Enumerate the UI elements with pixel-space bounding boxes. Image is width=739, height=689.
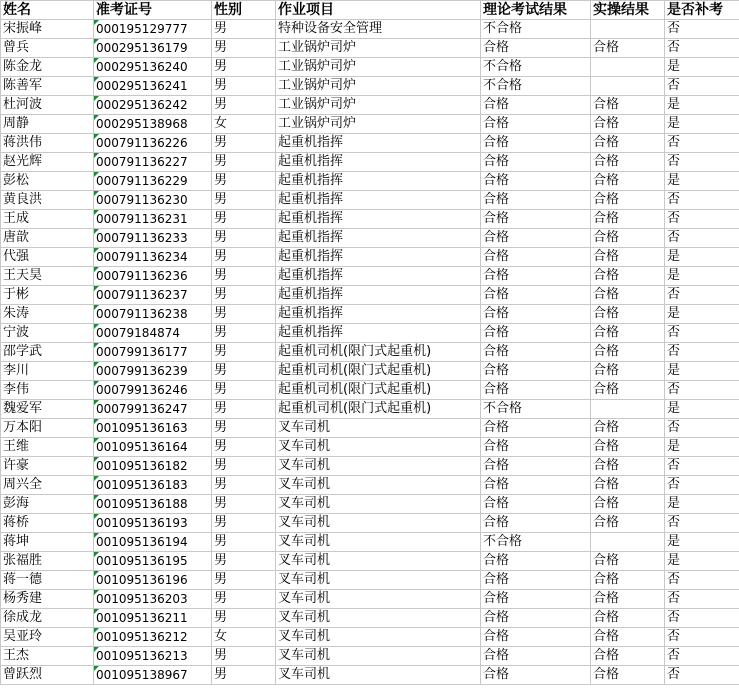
cell-practical-result[interactable] xyxy=(591,77,665,96)
cell-name[interactable]: 代强 xyxy=(1,248,94,267)
cell-name[interactable]: 陈金龙 xyxy=(1,58,94,77)
cell-gender[interactable]: 男 xyxy=(212,286,276,305)
cell-practical-result[interactable] xyxy=(591,533,665,552)
table-row xyxy=(1,457,739,476)
cell-name[interactable]: 朱涛 xyxy=(1,305,94,324)
cell-theory-result[interactable]: 不合格 xyxy=(481,400,591,419)
cell-gender[interactable]: 男 xyxy=(212,20,276,39)
cell-ticket-number[interactable]: 001095136212 xyxy=(94,628,212,647)
table-row xyxy=(1,210,739,229)
cell-work-item[interactable]: 起重机指挥 xyxy=(276,134,481,153)
cell-theory-result[interactable]: 合格 xyxy=(481,229,591,248)
cell-name[interactable]: 李伟 xyxy=(1,381,94,400)
cell-retake[interactable]: 否 xyxy=(665,229,739,248)
header-row xyxy=(1,1,739,20)
cell-name[interactable]: 陈善军 xyxy=(1,77,94,96)
cell-work-item[interactable]: 起重机指挥 xyxy=(276,172,481,191)
cell-ticket-number[interactable]: 001095136183 xyxy=(94,476,212,495)
cell-gender[interactable]: 男 xyxy=(212,438,276,457)
table-row xyxy=(1,248,739,267)
cell-ticket-number[interactable]: 000799136247 xyxy=(94,400,212,419)
cell-ticket-number[interactable]: 000791136229 xyxy=(94,172,212,191)
cell-work-item[interactable]: 叉车司机 xyxy=(276,495,481,514)
cell-theory-result[interactable]: 合格 xyxy=(481,552,591,571)
cell-gender[interactable]: 男 xyxy=(212,609,276,628)
cell-name[interactable]: 宁波 xyxy=(1,324,94,343)
cell-work-item[interactable]: 叉车司机 xyxy=(276,533,481,552)
cell-gender[interactable]: 男 xyxy=(212,172,276,191)
table-row xyxy=(1,381,739,400)
cell-ticket-number[interactable]: 000791136238 xyxy=(94,305,212,324)
cell-work-item[interactable]: 叉车司机 xyxy=(276,438,481,457)
cell-gender[interactable]: 男 xyxy=(212,400,276,419)
table-row xyxy=(1,400,739,419)
cell-retake[interactable]: 否 xyxy=(665,571,739,590)
cell-retake[interactable]: 否 xyxy=(665,134,739,153)
cell-theory-result[interactable]: 不合格 xyxy=(481,58,591,77)
cell-work-item[interactable]: 起重机指挥 xyxy=(276,324,481,343)
table-row xyxy=(1,58,739,77)
cell-practical-result[interactable]: 合格 xyxy=(591,210,665,229)
cell-theory-result[interactable]: 合格 xyxy=(481,39,591,58)
cell-retake[interactable]: 否 xyxy=(665,210,739,229)
cell-practical-result[interactable]: 合格 xyxy=(591,305,665,324)
cell-ticket-number[interactable]: 000791136230 xyxy=(94,191,212,210)
cell-work-item[interactable]: 叉车司机 xyxy=(276,419,481,438)
table-row xyxy=(1,552,739,571)
table-row xyxy=(1,96,739,115)
cell-theory-result[interactable]: 合格 xyxy=(481,191,591,210)
table-row xyxy=(1,191,739,210)
cell-retake[interactable]: 否 xyxy=(665,324,739,343)
cell-name[interactable]: 邵学武 xyxy=(1,343,94,362)
cell-retake[interactable]: 否 xyxy=(665,286,739,305)
table-row xyxy=(1,77,739,96)
cell-work-item[interactable]: 起重机司机(限门式起重机) xyxy=(276,343,481,362)
cell-name[interactable]: 杨秀建 xyxy=(1,590,94,609)
table-row xyxy=(1,305,739,324)
cell-gender[interactable]: 男 xyxy=(212,476,276,495)
cell-gender[interactable]: 男 xyxy=(212,381,276,400)
cell-work-item[interactable]: 工业锅炉司炉 xyxy=(276,115,481,134)
cell-theory-result[interactable]: 合格 xyxy=(481,343,591,362)
cell-name[interactable]: 王天昊 xyxy=(1,267,94,286)
cell-gender[interactable]: 男 xyxy=(212,267,276,286)
table-row xyxy=(1,267,739,286)
cell-practical-result[interactable]: 合格 xyxy=(591,172,665,191)
table-row xyxy=(1,590,739,609)
cell-work-item[interactable]: 起重机指挥 xyxy=(276,286,481,305)
cell-practical-result[interactable]: 合格 xyxy=(591,267,665,286)
cell-theory-result[interactable]: 合格 xyxy=(481,153,591,172)
cell-theory-result[interactable]: 合格 xyxy=(481,457,591,476)
cell-name[interactable]: 王成 xyxy=(1,210,94,229)
table-row xyxy=(1,20,739,39)
cell-theory-result[interactable]: 合格 xyxy=(481,324,591,343)
cell-work-item[interactable]: 叉车司机 xyxy=(276,476,481,495)
cell-practical-result[interactable]: 合格 xyxy=(591,96,665,115)
cell-ticket-number[interactable]: 000791136231 xyxy=(94,210,212,229)
cell-name[interactable]: 许豪 xyxy=(1,457,94,476)
cell-theory-result[interactable]: 合格 xyxy=(481,134,591,153)
table-row xyxy=(1,495,739,514)
cell-name[interactable]: 李川 xyxy=(1,362,94,381)
cell-gender[interactable]: 男 xyxy=(212,419,276,438)
cell-retake[interactable]: 是 xyxy=(665,58,739,77)
cell-practical-result[interactable]: 合格 xyxy=(591,628,665,647)
cell-practical-result[interactable]: 合格 xyxy=(591,286,665,305)
cell-gender[interactable]: 男 xyxy=(212,324,276,343)
cell-gender[interactable]: 男 xyxy=(212,343,276,362)
cell-name[interactable]: 杜河波 xyxy=(1,96,94,115)
table-body xyxy=(1,20,739,685)
cell-retake[interactable]: 否 xyxy=(665,39,739,58)
cell-work-item[interactable]: 叉车司机 xyxy=(276,514,481,533)
cell-ticket-number[interactable]: 001095136163 xyxy=(94,419,212,438)
cell-work-item[interactable]: 起重机司机(限门式起重机) xyxy=(276,362,481,381)
cell-name[interactable]: 曾兵 xyxy=(1,39,94,58)
cell-practical-result[interactable]: 合格 xyxy=(591,362,665,381)
cell-name[interactable]: 黄良洪 xyxy=(1,191,94,210)
cell-practical-result[interactable]: 合格 xyxy=(591,514,665,533)
cell-practical-result[interactable]: 合格 xyxy=(591,134,665,153)
cell-name[interactable]: 万本阳 xyxy=(1,419,94,438)
table-row xyxy=(1,286,739,305)
cell-practical-result[interactable]: 合格 xyxy=(591,343,665,362)
cell-ticket-number[interactable]: 000295136241 xyxy=(94,77,212,96)
cell-practical-result[interactable] xyxy=(591,20,665,39)
cell-theory-result[interactable]: 合格 xyxy=(481,647,591,666)
cell-retake[interactable]: 是 xyxy=(665,495,739,514)
table-row xyxy=(1,514,739,533)
cell-ticket-number[interactable]: 000295136240 xyxy=(94,58,212,77)
cell-practical-result[interactable] xyxy=(591,58,665,77)
cell-theory-result[interactable]: 合格 xyxy=(481,96,591,115)
table-row xyxy=(1,343,739,362)
cell-retake[interactable]: 是 xyxy=(665,267,739,286)
cell-gender[interactable]: 男 xyxy=(212,514,276,533)
cell-practical-result[interactable]: 合格 xyxy=(591,571,665,590)
cell-ticket-number[interactable]: 001095136194 xyxy=(94,533,212,552)
header-name[interactable]: 姓名 xyxy=(1,1,94,20)
header-gender[interactable]: 性别 xyxy=(212,1,276,20)
cell-name[interactable]: 蒋坤 xyxy=(1,533,94,552)
cell-gender[interactable]: 女 xyxy=(212,628,276,647)
cell-ticket-number[interactable]: 001095136195 xyxy=(94,552,212,571)
cell-retake[interactable]: 否 xyxy=(665,609,739,628)
cell-retake[interactable]: 是 xyxy=(665,362,739,381)
cell-theory-result[interactable]: 合格 xyxy=(481,248,591,267)
cell-gender[interactable]: 男 xyxy=(212,96,276,115)
cell-retake[interactable]: 是 xyxy=(665,248,739,267)
cell-practical-result[interactable]: 合格 xyxy=(591,419,665,438)
cell-ticket-number[interactable]: 001095136196 xyxy=(94,571,212,590)
cell-ticket-number[interactable]: 001095136164 xyxy=(94,438,212,457)
cell-theory-result[interactable]: 合格 xyxy=(481,267,591,286)
cell-work-item[interactable]: 特种设备安全管理 xyxy=(276,20,481,39)
cell-work-item[interactable]: 起重机司机(限门式起重机) xyxy=(276,381,481,400)
cell-ticket-number[interactable]: 000791136226 xyxy=(94,134,212,153)
header-practical-result[interactable]: 实操结果 xyxy=(591,1,665,20)
cell-ticket-number[interactable]: 001095136182 xyxy=(94,457,212,476)
cell-name[interactable]: 彭海 xyxy=(1,495,94,514)
cell-retake[interactable]: 否 xyxy=(665,20,739,39)
cell-practical-result[interactable]: 合格 xyxy=(591,476,665,495)
cell-name[interactable]: 蒋桥 xyxy=(1,514,94,533)
cell-ticket-number[interactable]: 000799136246 xyxy=(94,381,212,400)
cell-practical-result[interactable]: 合格 xyxy=(591,248,665,267)
cell-theory-result[interactable]: 合格 xyxy=(481,362,591,381)
cell-work-item[interactable]: 工业锅炉司炉 xyxy=(276,58,481,77)
cell-ticket-number[interactable]: 00079184874 xyxy=(94,324,212,343)
cell-gender[interactable]: 男 xyxy=(212,58,276,77)
cell-work-item[interactable]: 工业锅炉司炉 xyxy=(276,96,481,115)
header-retake[interactable]: 是否补考 xyxy=(665,1,739,20)
cell-theory-result[interactable]: 合格 xyxy=(481,419,591,438)
table-row xyxy=(1,609,739,628)
cell-theory-result[interactable]: 合格 xyxy=(481,115,591,134)
cell-gender[interactable]: 男 xyxy=(212,229,276,248)
cell-gender[interactable]: 男 xyxy=(212,533,276,552)
cell-work-item[interactable]: 叉车司机 xyxy=(276,647,481,666)
table-row xyxy=(1,438,739,457)
cell-practical-result[interactable]: 合格 xyxy=(591,666,665,685)
cell-ticket-number[interactable]: 000799136239 xyxy=(94,362,212,381)
cell-retake[interactable]: 是 xyxy=(665,552,739,571)
cell-retake[interactable]: 否 xyxy=(665,153,739,172)
cell-ticket-number[interactable]: 001095138967 xyxy=(94,666,212,685)
cell-ticket-number[interactable]: 001095136193 xyxy=(94,514,212,533)
cell-gender[interactable]: 男 xyxy=(212,571,276,590)
cell-ticket-number[interactable]: 001095136203 xyxy=(94,590,212,609)
cell-theory-result[interactable]: 合格 xyxy=(481,628,591,647)
cell-theory-result[interactable]: 不合格 xyxy=(481,20,591,39)
cell-gender[interactable]: 男 xyxy=(212,305,276,324)
cell-gender[interactable]: 男 xyxy=(212,210,276,229)
cell-work-item[interactable]: 叉车司机 xyxy=(276,609,481,628)
cell-work-item[interactable]: 起重机指挥 xyxy=(276,267,481,286)
cell-name[interactable]: 赵光辉 xyxy=(1,153,94,172)
cell-work-item[interactable]: 叉车司机 xyxy=(276,552,481,571)
cell-ticket-number[interactable]: 000799136177 xyxy=(94,343,212,362)
cell-practical-result[interactable] xyxy=(591,400,665,419)
cell-ticket-number[interactable]: 000195129777 xyxy=(94,20,212,39)
cell-practical-result[interactable]: 合格 xyxy=(591,229,665,248)
cell-theory-result[interactable]: 合格 xyxy=(481,590,591,609)
table-row xyxy=(1,229,739,248)
table-row xyxy=(1,419,739,438)
cell-practical-result[interactable]: 合格 xyxy=(591,324,665,343)
cell-ticket-number[interactable]: 000791136237 xyxy=(94,286,212,305)
cell-name[interactable]: 徐成龙 xyxy=(1,609,94,628)
table-row xyxy=(1,324,739,343)
cell-retake[interactable]: 是 xyxy=(665,533,739,552)
cell-retake[interactable]: 是 xyxy=(665,172,739,191)
cell-work-item[interactable]: 起重机指挥 xyxy=(276,191,481,210)
cell-practical-result[interactable]: 合格 xyxy=(591,381,665,400)
cell-work-item[interactable]: 叉车司机 xyxy=(276,666,481,685)
table-row xyxy=(1,172,739,191)
cell-retake[interactable]: 否 xyxy=(665,476,739,495)
cell-ticket-number[interactable]: 000295138968 xyxy=(94,115,212,134)
cell-theory-result[interactable]: 合格 xyxy=(481,438,591,457)
cell-name[interactable]: 于彬 xyxy=(1,286,94,305)
cell-work-item[interactable]: 叉车司机 xyxy=(276,571,481,590)
table-row xyxy=(1,647,739,666)
cell-practical-result[interactable]: 合格 xyxy=(591,191,665,210)
cell-practical-result[interactable]: 合格 xyxy=(591,647,665,666)
cell-gender[interactable]: 男 xyxy=(212,134,276,153)
cell-theory-result[interactable]: 合格 xyxy=(481,495,591,514)
cell-gender[interactable]: 男 xyxy=(212,39,276,58)
cell-name[interactable]: 吴亚玲 xyxy=(1,628,94,647)
cell-retake[interactable]: 否 xyxy=(665,77,739,96)
cell-work-item[interactable]: 起重机指挥 xyxy=(276,305,481,324)
cell-ticket-number[interactable]: 000791136234 xyxy=(94,248,212,267)
cell-gender[interactable]: 男 xyxy=(212,666,276,685)
cell-ticket-number[interactable]: 000295136242 xyxy=(94,96,212,115)
cell-name[interactable]: 王维 xyxy=(1,438,94,457)
cell-gender[interactable]: 男 xyxy=(212,457,276,476)
cell-retake[interactable]: 否 xyxy=(665,457,739,476)
cell-name[interactable]: 蒋洪伟 xyxy=(1,134,94,153)
cell-gender[interactable]: 男 xyxy=(212,590,276,609)
cell-theory-result[interactable]: 不合格 xyxy=(481,77,591,96)
cell-work-item[interactable]: 叉车司机 xyxy=(276,457,481,476)
cell-gender[interactable]: 男 xyxy=(212,495,276,514)
cell-practical-result[interactable]: 合格 xyxy=(591,495,665,514)
header-theory-result[interactable]: 理论考试结果 xyxy=(481,1,591,20)
table-row xyxy=(1,153,739,172)
table-row xyxy=(1,628,739,647)
cell-ticket-number[interactable]: 000791136227 xyxy=(94,153,212,172)
cell-name[interactable]: 宋振峰 xyxy=(1,20,94,39)
table-row xyxy=(1,362,739,381)
cell-name[interactable]: 蒋一德 xyxy=(1,571,94,590)
cell-name[interactable]: 唐歆 xyxy=(1,229,94,248)
cell-name[interactable]: 王杰 xyxy=(1,647,94,666)
cell-practical-result[interactable]: 合格 xyxy=(591,609,665,628)
cell-name[interactable]: 张福胜 xyxy=(1,552,94,571)
cell-work-item[interactable]: 叉车司机 xyxy=(276,590,481,609)
cell-gender[interactable]: 女 xyxy=(212,115,276,134)
cell-work-item[interactable]: 起重机指挥 xyxy=(276,229,481,248)
cell-name[interactable]: 曾跃烈 xyxy=(1,666,94,685)
cell-retake[interactable]: 否 xyxy=(665,628,739,647)
cell-name[interactable]: 周兴全 xyxy=(1,476,94,495)
cell-gender[interactable]: 男 xyxy=(212,552,276,571)
cell-retake[interactable]: 否 xyxy=(665,381,739,400)
header-work-item[interactable]: 作业项目 xyxy=(276,1,481,20)
cell-theory-result[interactable]: 合格 xyxy=(481,381,591,400)
cell-retake[interactable]: 否 xyxy=(665,666,739,685)
cell-ticket-number[interactable]: 000791136233 xyxy=(94,229,212,248)
cell-practical-result[interactable]: 合格 xyxy=(591,552,665,571)
cell-retake[interactable]: 否 xyxy=(665,419,739,438)
cell-work-item[interactable]: 起重机指挥 xyxy=(276,248,481,267)
cell-retake[interactable]: 是 xyxy=(665,438,739,457)
table-row xyxy=(1,39,739,58)
cell-theory-result[interactable]: 合格 xyxy=(481,305,591,324)
cell-gender[interactable]: 男 xyxy=(212,153,276,172)
cell-retake[interactable]: 是 xyxy=(665,400,739,419)
cell-theory-result[interactable]: 合格 xyxy=(481,210,591,229)
cell-name[interactable]: 魏爱军 xyxy=(1,400,94,419)
cell-theory-result[interactable]: 合格 xyxy=(481,476,591,495)
cell-name[interactable]: 周静 xyxy=(1,115,94,134)
cell-gender[interactable]: 男 xyxy=(212,77,276,96)
cell-theory-result[interactable]: 合格 xyxy=(481,666,591,685)
cell-name[interactable]: 彭松 xyxy=(1,172,94,191)
cell-retake[interactable]: 是 xyxy=(665,115,739,134)
table-row xyxy=(1,533,739,552)
cell-practical-result[interactable]: 合格 xyxy=(591,39,665,58)
cell-theory-result[interactable]: 合格 xyxy=(481,514,591,533)
cell-work-item[interactable]: 工业锅炉司炉 xyxy=(276,77,481,96)
cell-gender[interactable]: 男 xyxy=(212,362,276,381)
cell-theory-result[interactable]: 合格 xyxy=(481,609,591,628)
cell-practical-result[interactable]: 合格 xyxy=(591,457,665,476)
header-ticket-number[interactable]: 准考证号 xyxy=(94,1,212,20)
cell-work-item[interactable]: 起重机司机(限门式起重机) xyxy=(276,400,481,419)
cell-ticket-number[interactable]: 001095136188 xyxy=(94,495,212,514)
cell-ticket-number[interactable]: 000295136179 xyxy=(94,39,212,58)
cell-retake[interactable]: 是 xyxy=(665,96,739,115)
cell-retake[interactable]: 否 xyxy=(665,647,739,666)
cell-practical-result[interactable]: 合格 xyxy=(591,590,665,609)
cell-work-item[interactable]: 工业锅炉司炉 xyxy=(276,39,481,58)
cell-theory-result[interactable]: 合格 xyxy=(481,571,591,590)
cell-practical-result[interactable]: 合格 xyxy=(591,153,665,172)
cell-theory-result[interactable]: 合格 xyxy=(481,172,591,191)
cell-work-item[interactable]: 起重机指挥 xyxy=(276,153,481,172)
cell-ticket-number[interactable]: 001095136213 xyxy=(94,647,212,666)
cell-work-item[interactable]: 叉车司机 xyxy=(276,628,481,647)
cell-theory-result[interactable]: 合格 xyxy=(481,286,591,305)
cell-practical-result[interactable]: 合格 xyxy=(591,115,665,134)
table-row xyxy=(1,134,739,153)
table-row xyxy=(1,666,739,685)
cell-ticket-number[interactable]: 001095136211 xyxy=(94,609,212,628)
cell-retake[interactable]: 否 xyxy=(665,514,739,533)
cell-practical-result[interactable]: 合格 xyxy=(591,438,665,457)
cell-retake[interactable]: 是 xyxy=(665,305,739,324)
table-row xyxy=(1,571,739,590)
table-row xyxy=(1,476,739,495)
cell-gender[interactable]: 男 xyxy=(212,647,276,666)
table-row xyxy=(1,115,739,134)
cell-retake[interactable]: 否 xyxy=(665,590,739,609)
cell-theory-result[interactable]: 不合格 xyxy=(481,533,591,552)
cell-work-item[interactable]: 起重机指挥 xyxy=(276,210,481,229)
cell-retake[interactable]: 否 xyxy=(665,343,739,362)
cell-retake[interactable]: 否 xyxy=(665,191,739,210)
cell-gender[interactable]: 男 xyxy=(212,248,276,267)
cell-ticket-number[interactable]: 000791136236 xyxy=(94,267,212,286)
cell-gender[interactable]: 男 xyxy=(212,191,276,210)
